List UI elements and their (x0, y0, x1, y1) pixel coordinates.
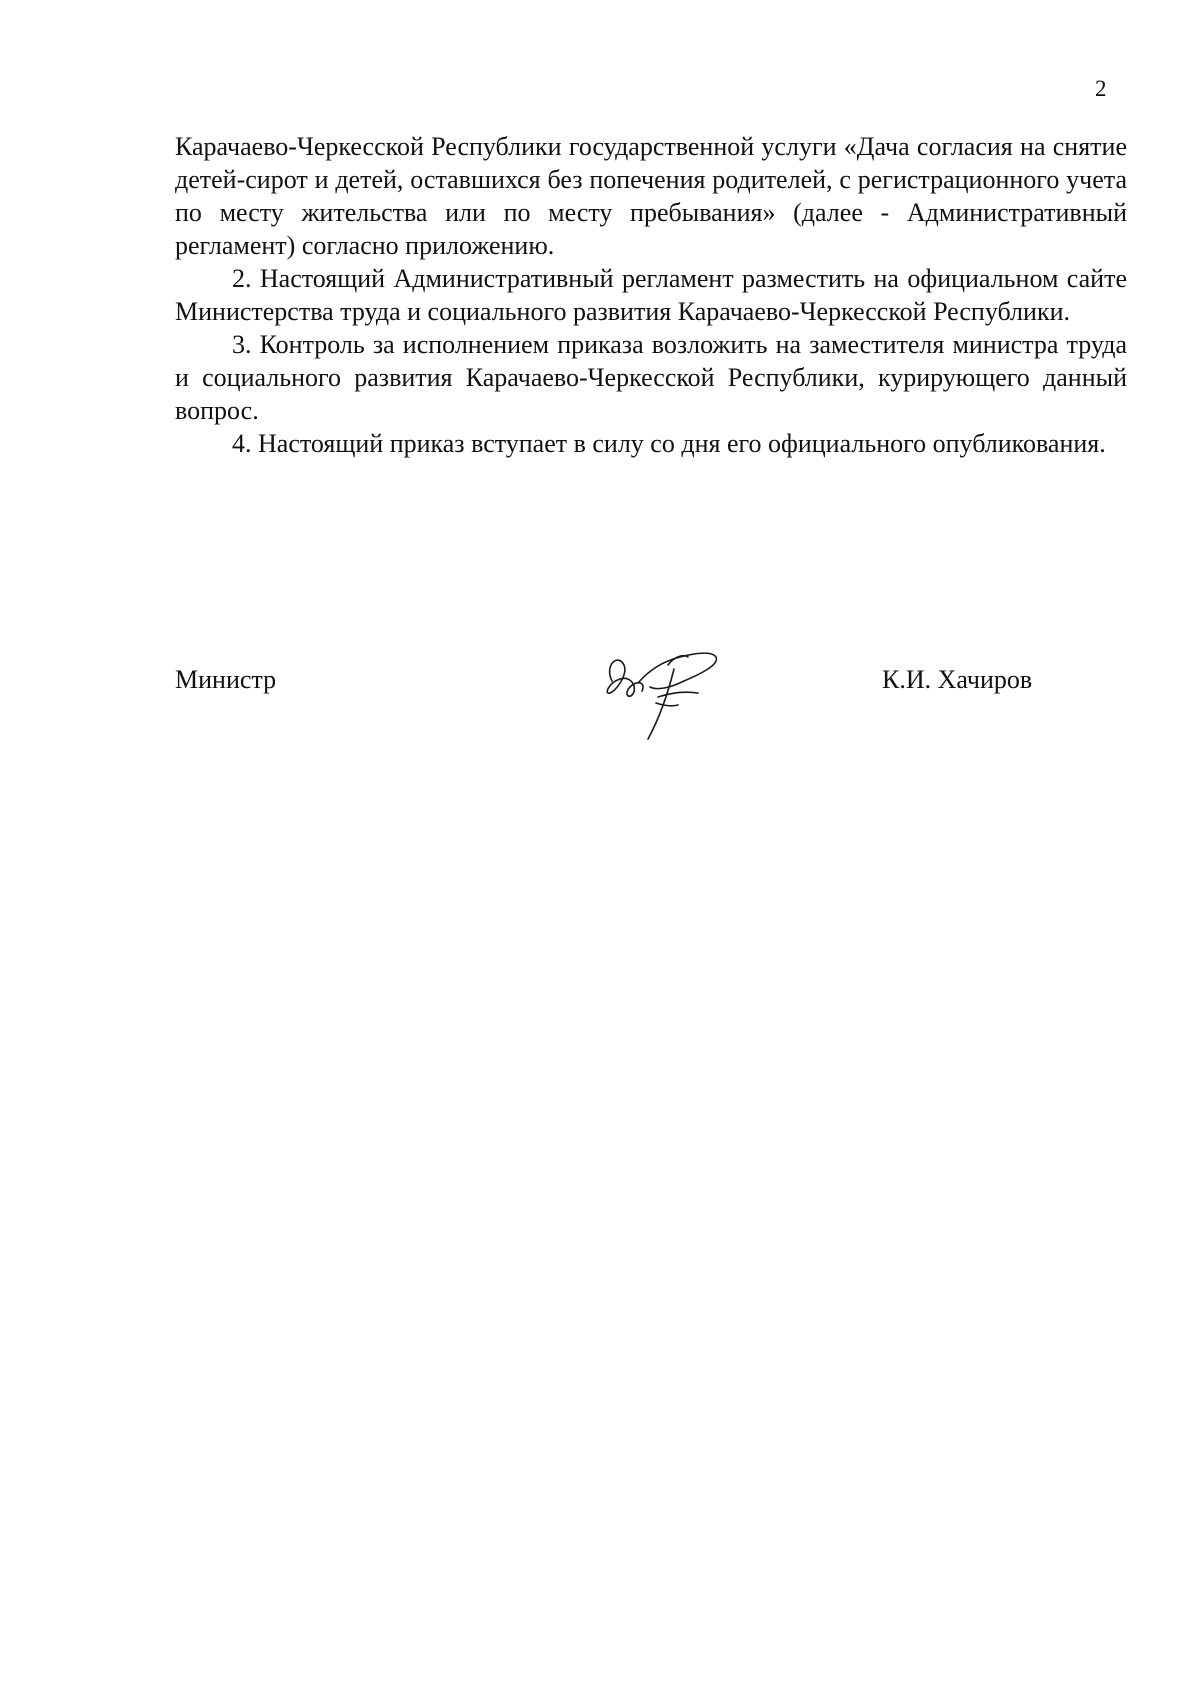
signature-block (0, 645, 1200, 755)
signatory-position: Министр (175, 665, 277, 694)
handwritten-signature (598, 635, 728, 745)
document-body (175, 130, 1127, 460)
signatory-name: К.И. Хачиров (882, 665, 1033, 694)
paragraph-item-4: 4. Настоящий приказ вступает в силу со дня его официального опубликования. (232, 429, 1106, 458)
paragraph-item-2: 2. Настоящий Административный регламент разместить на официальном сайте Министерства труда и социального развития Карачаево-Черкесской Республики. (175, 264, 1127, 326)
paragraph-item-3: 3. Контроль за исполнением приказа возложить на заместителя министра труда и социального развития Карачаево-Черкесской Республики, курирующего данный вопрос. (175, 330, 1127, 425)
paragraph-continued: Карачаево-Черкесской Республики государственной услуги «Дача согласия на снятие детей-сирот и детей, оставшихся без попечения родителей, с регистрационного учета по месту жительства или по месту пребывания» (далее - Административный регламент) согласно приложению. (175, 132, 1127, 260)
page-number: 2 (1095, 76, 1107, 101)
